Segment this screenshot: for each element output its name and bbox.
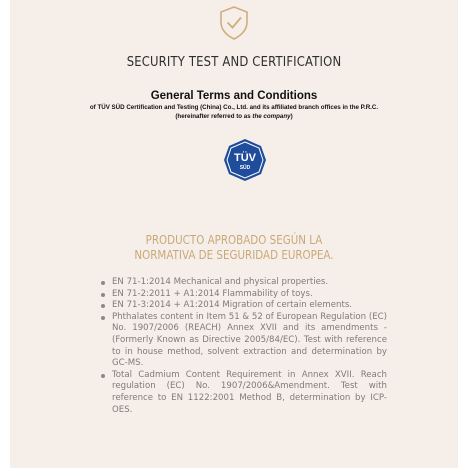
terms-prefix: (hereinafter referred to as xyxy=(175,113,253,120)
terms-suffix: ) xyxy=(290,113,293,120)
approval-heading xyxy=(41,233,426,263)
terms-hereinafter-line xyxy=(10,113,458,120)
list-item: EN 71-1:2014 Mechanical and physical properties. xyxy=(102,277,387,289)
list-item: EN 71-3:2014 + A1:2014 Migration of certain elements. xyxy=(102,300,387,312)
tuv-sud-logo xyxy=(223,138,267,182)
approval-line-2: NORMATIVA DE SEGURIDAD EUROPEA. xyxy=(134,248,334,262)
shield-check-icon xyxy=(219,6,249,40)
page-title: SECURITY TEST AND CERTIFICATION xyxy=(126,54,342,70)
standards-list xyxy=(102,277,387,416)
approval-line-1: PRODUCTO APROBADO SEGÚN LA xyxy=(145,233,323,247)
list-item: Phthalates content in Item 51 & 52 of European Regulation (EC) No. 1907/2006 (REACH) Annex XVII and its amendments - (Formerly Known as Directive 2005/84/EC). Test with reference to in house method, solvent extraction and determination by GC-MS. xyxy=(102,312,387,370)
list-item: EN 71-2:2011 + A1:2014 Flammability of toys. xyxy=(102,289,387,301)
list-item: Total Cadmium Content Requirement in Annex XVII. Reach regulation (EC) No. 1907/2006&Amendment. Test with reference to EN 1122:2001 Method B, determination by ICP-OES. xyxy=(102,370,387,416)
certificate-card xyxy=(10,0,458,468)
terms-italic: the company xyxy=(252,113,291,120)
logo-text-top: TÜV xyxy=(234,152,256,164)
logo-text-bottom: SÜD xyxy=(239,165,251,171)
terms-heading: General Terms and Conditions xyxy=(150,90,318,102)
terms-company-line: of TÜV SÜD Certification and Testing (China) Co., Ltd. and its affiliated branch offices in the P.R.C. xyxy=(89,104,379,111)
